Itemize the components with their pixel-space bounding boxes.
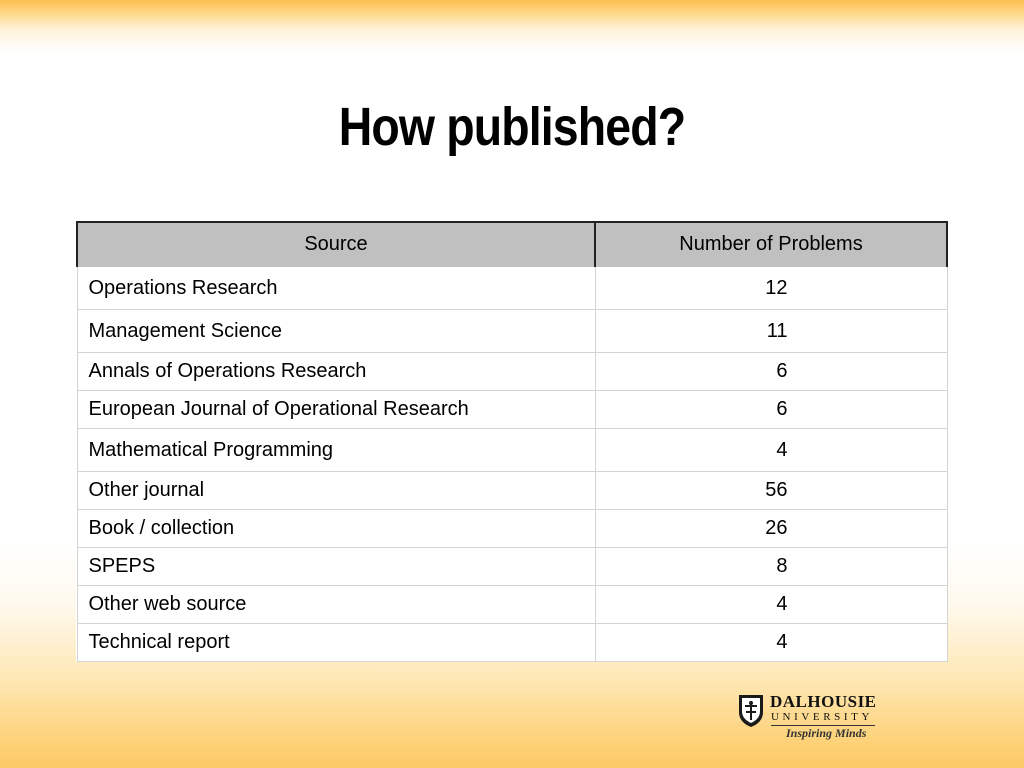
slide-title: How published? [338,97,686,157]
column-header-source: Source [77,222,595,267]
count-value: 4 [776,631,788,653]
count-value: 6 [776,398,788,420]
university-logo [738,692,878,742]
count-cell [595,353,947,391]
source-cell: European Journal of Operational Research [77,391,595,429]
source-cell: Technical report [77,624,595,662]
count-cell [595,429,947,472]
count-cell [595,624,947,662]
table-row [77,624,947,662]
count-value: 6 [776,360,788,382]
table-row [77,429,947,472]
source-cell: Mathematical Programming [77,429,595,472]
column-header-count: Number of Problems [595,222,947,267]
source-cell: Operations Research [77,267,595,310]
source-cell: Other web source [77,586,595,624]
table-row [77,391,947,429]
count-value: 8 [776,555,788,577]
count-value: 12 [765,276,788,299]
source-cell: Other journal [77,472,595,510]
count-cell [595,548,947,586]
table-row [77,548,947,586]
source-cell: Annals of Operations Research [77,353,595,391]
count-value: 56 [765,479,788,501]
count-cell [595,586,947,624]
table-row [77,310,947,353]
publication-table [76,221,948,662]
table-row [77,267,947,310]
table-row [77,510,947,548]
source-cell: Book / collection [77,510,595,548]
count-cell [595,267,947,310]
count-value: 26 [765,517,788,539]
count-cell [595,510,947,548]
source-cell: Management Science [77,310,595,353]
count-value: 4 [776,438,788,461]
count-cell [595,310,947,353]
table-row [77,472,947,510]
logo-subtitle: UNIVERSITY [771,711,873,723]
count-value: 11 [766,319,788,342]
logo-tagline: Inspiring Minds [786,726,867,740]
count-cell [595,472,947,510]
count-value: 4 [776,593,788,615]
count-cell [595,391,947,429]
source-cell: SPEPS [77,548,595,586]
logo-name: DALHOUSIE [770,692,877,711]
table-row [77,586,947,624]
table-row [77,353,947,391]
table-header-row [77,222,947,267]
crest-icon [738,694,764,728]
